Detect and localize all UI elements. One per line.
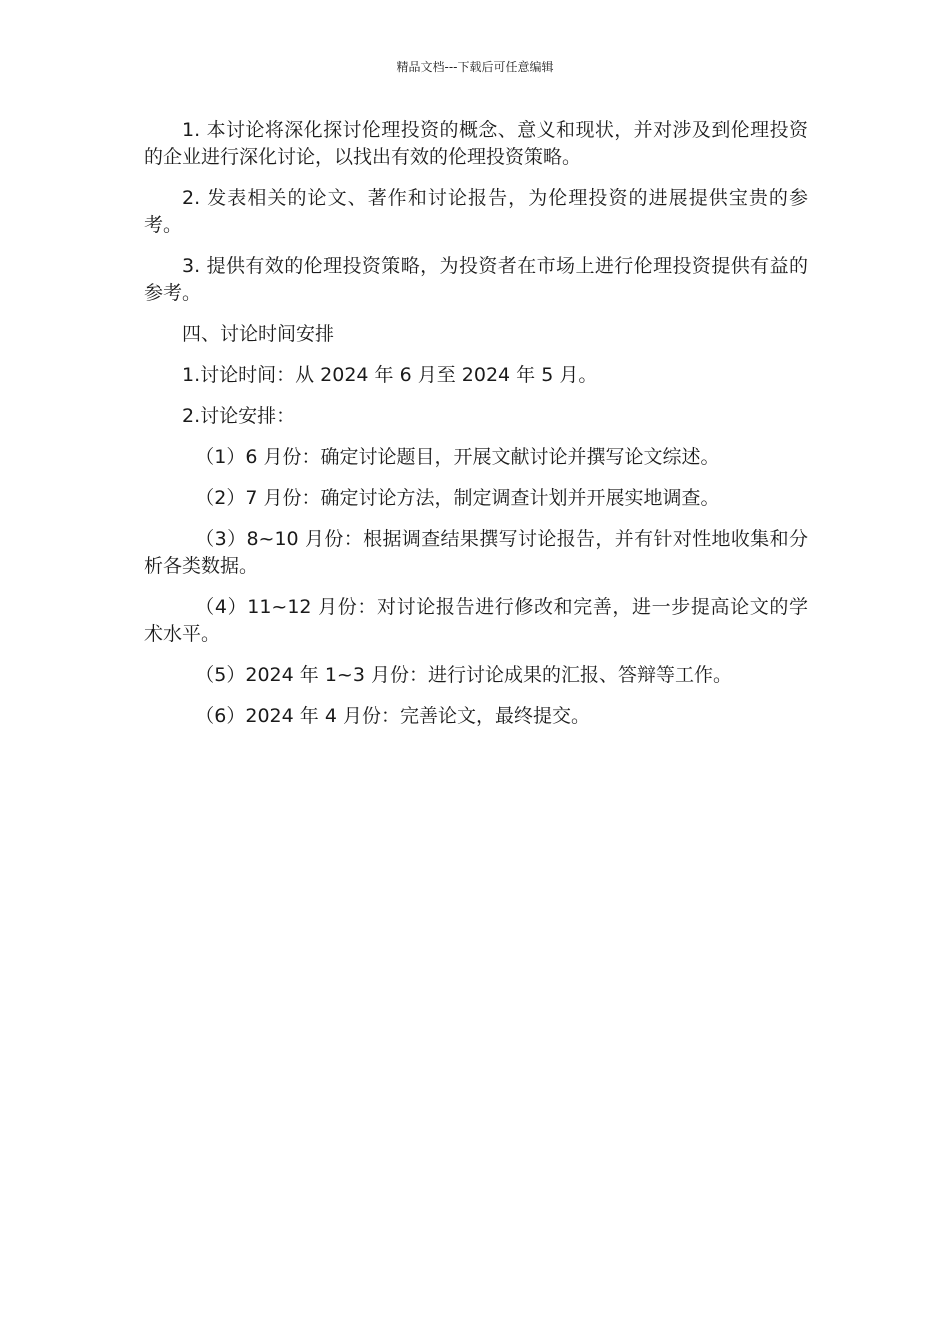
schedule-item-5: （5）2024 年 1~3 月份：进行讨论成果的汇报、答辩等工作。	[195, 664, 732, 686]
schedule-item-1: （1）6 月份：确定讨论题目，开展文献讨论并撰写论文综述。	[195, 446, 720, 468]
paragraph-schedule-plan: 2.讨论安排：	[182, 405, 296, 427]
schedule-item-6: （6）2024 年 4 月份：完善论文，最终提交。	[195, 705, 590, 727]
paragraph-goal-1: 1. 本讨论将深化探讨伦理投资的概念、意义和现状，并对涉及到伦理投资的企业进行深化讨论，以找出有效的伦理投资策略。	[144, 119, 808, 168]
page-header: 精品文档---下载后可任意编辑	[396, 60, 554, 74]
document-body	[144, 117, 808, 744]
section-heading-schedule: 四、讨论时间安排	[182, 323, 335, 345]
paragraph-goal-3: 3. 提供有效的伦理投资策略，为投资者在市场上进行伦理投资提供有益的参考。	[144, 255, 808, 304]
schedule-item-4: （4）11~12 月份：对讨论报告进行修改和完善，进一步提高论文的学术水平。	[144, 596, 808, 645]
paragraph-goal-2: 2. 发表相关的论文、著作和讨论报告，为伦理投资的进展提供宝贵的参考。	[144, 187, 808, 236]
paragraph-schedule-time: 1.讨论时间：从 2024 年 6 月至 2024 年 5 月。	[182, 364, 598, 386]
schedule-item-2: （2）7 月份：确定讨论方法，制定调查计划并开展实地调查。	[195, 487, 720, 509]
schedule-item-3: （3）8~10 月份：根据调查结果撰写讨论报告，并有针对性地收集和分析各类数据。	[144, 528, 808, 577]
